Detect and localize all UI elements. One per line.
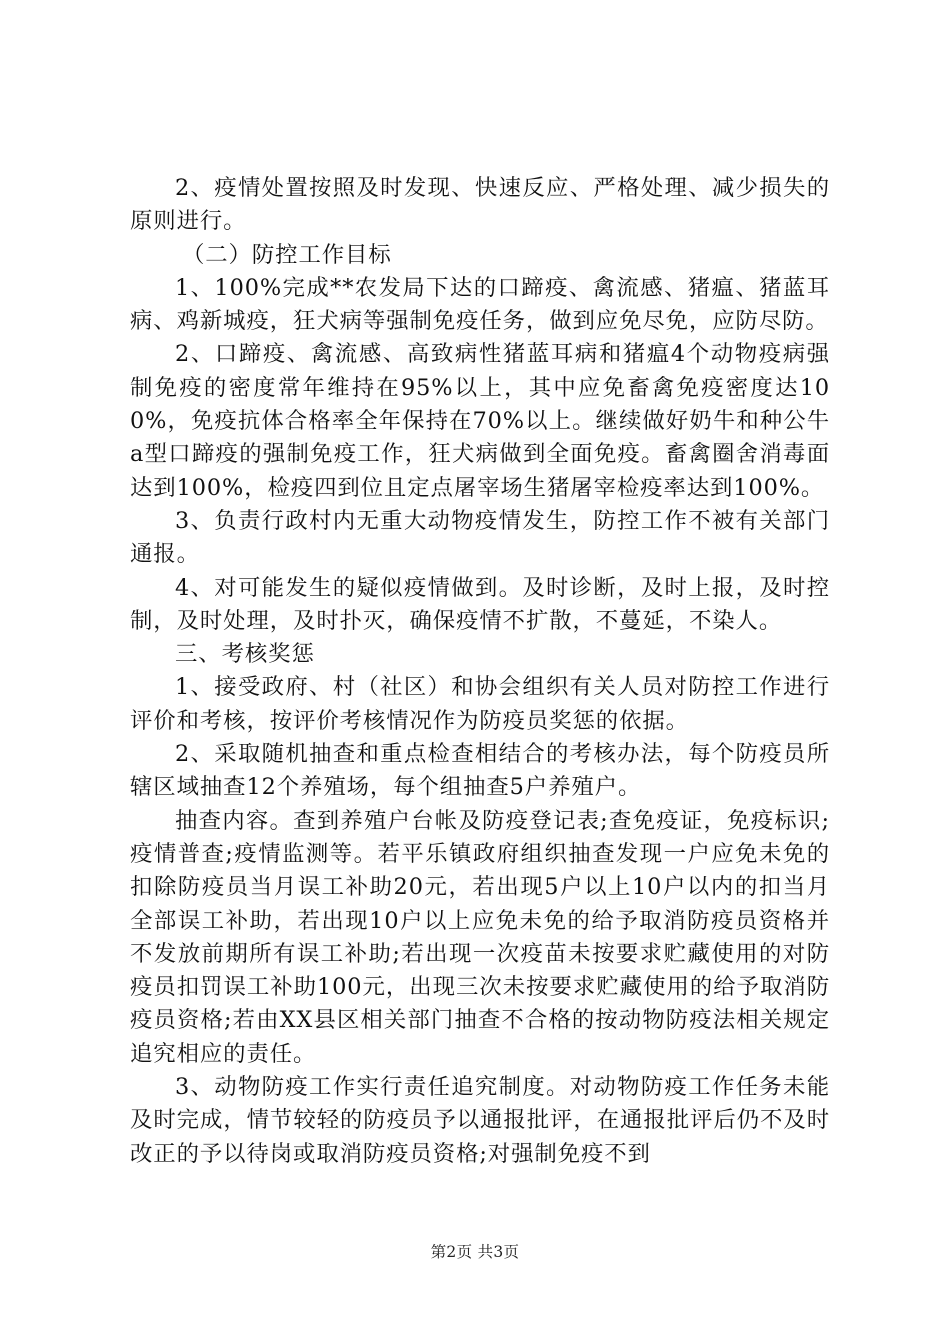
paragraph-assessment-3: 3、动物防疫工作实行责任追究制度。对动物防疫工作任务未能及时完成，情节较轻的防疫员予以通报批评，在通报批评后仍不及时改正的予以待岗或取消防疫员资格;对强制免疫不到 [130, 1074, 830, 1167]
paragraph-target-3: 3、负责行政村内无重大动物疫情发生，防控工作不被有关部门通报。 [130, 507, 830, 568]
paragraph-epidemic-handling: 2、疫情处置按照及时发现、快速反应、严格处理、减少损失的原则进行。 [130, 175, 830, 235]
paragraph-assessment-1: 1、接受政府、村（社区）和协会组织有关人员对防控工作进行评价和考核，按评价考核情况作为防疫员奖惩的依据。 [130, 674, 830, 734]
paragraph-assessment-2: 2、采取随机抽查和重点检查相结合的考核办法，每个防疫员所辖区域抽查12个养殖场，每个组抽查5户养殖户。 [130, 741, 830, 801]
section-heading-assessment: 三、考核奖惩 [175, 641, 315, 668]
paragraph-inspection-content: 抽查内容。查到养殖户台帐及防疫登记表;查免疫证，免疫标识;疫情普查;疫情监测等。若平乐镇政府组织抽查发现一户应免未免的扣除防疫员当月误工补助20元，若出现5户以上10户以内的扣当月全部误工补助，若出现10户以上应免未免的给予取消防疫员资格并不发放前期所有误工补助;若出现一次疫苗未按要求贮藏使用的对防疫员扣罚误工补助100元，出现三次未按要求贮藏使用的给予取消防疫员资格;若由XX县区相关部门抽查不合格的按动物防疫法相关规定追究相应的责任。 [130, 807, 830, 1067]
paragraph-target-1: 1、100%完成**农发局下达的口蹄疫、禽流感、猪瘟、猪蓝耳病、鸡新城疫，狂犬病等强制免疫任务，做到应免尽免，应防尽防。 [130, 274, 830, 335]
document-body [130, 172, 830, 1171]
paragraph-target-2: 2、口蹄疫、禽流感、高致病性猪蓝耳病和猪瘟4个动物疫病强制免疫的密度常年维持在95%以上，其中应免畜禽免疫密度达100%，免疫抗体合格率全年保持在70%以上。继续做好奶牛和种公牛a型口蹄疫的强制免疫工作，狂犬病做到全面免疫。畜禽圈舍消毒面达到100%，检疫四到位且定点屠宰场生猪屠宰检疫率达到100%。 [130, 341, 830, 501]
section-heading-targets: （二）防控工作目标 [182, 241, 392, 268]
page-number-footer: 第2页 共3页 [430, 1243, 520, 1261]
paragraph-target-4: 4、对可能发生的疑似疫情做到。及时诊断，及时上报，及时控制，及时处理，及时扑灭，确保疫情不扩散，不蔓延，不染人。 [130, 574, 830, 634]
